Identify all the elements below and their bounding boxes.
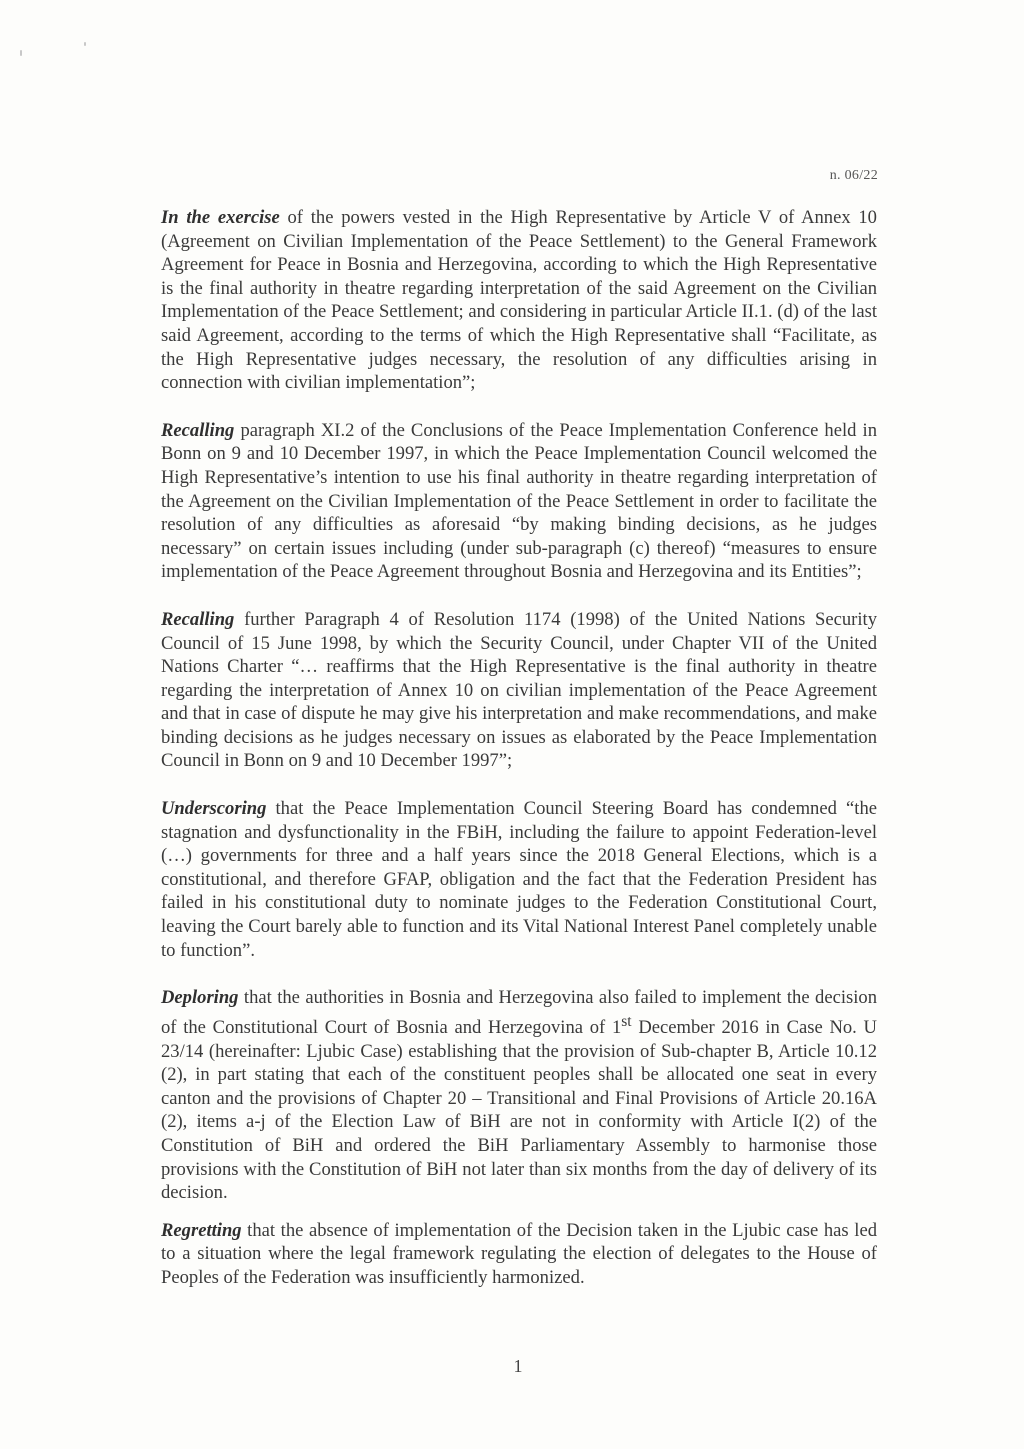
- paragraph-lead-phrase: Recalling: [161, 419, 235, 441]
- paragraph-text: that the absence of implementation of the Decision taken in the Ljubic case has led to a situation where the legal framework regulating the election of delegates to the House of Peoples of the Federation was insufficiently harmonized.: [161, 1219, 877, 1288]
- scan-speck: [84, 42, 86, 46]
- paragraph-lead-phrase: Deploring: [161, 987, 239, 1009]
- paragraph-recalling-un-resolution: [161, 608, 877, 773]
- paragraph-underscoring-steering-board: [161, 797, 877, 962]
- paragraph-deploring-ljubic-case: [161, 986, 877, 1205]
- paragraph-text: further Paragraph 4 of Resolution 1174 (1998) of the United Nations Security Council of 15 June 1998, by which the Security Council, under Chapter VII of the United Nations Charter “… reaffirms that the High Representative is the final authority in theatre regarding the interpretation of Annex 10 on civilian implementation of the Peace Agreement and that in case of dispute he may give his interpretation and make recommendations, and make binding decisions as he judges necessary on issues as elaborated by the Peace Implementation Council in Bonn on 9 and 10 December 1997”;: [161, 608, 877, 772]
- paragraph-text: of the powers vested in the High Representative by Article V of Annex 10 (Agreement on Civilian Implementation of the Peace Settlement) to the General Framework Agreement for Peace in Bosnia and Herzegovina, according to which the High Representative is the final authority in theatre regarding interpretation of the said Agreement on the Civilian Implementation of the Peace Settlement; and considering in particular Article II.1. (d) of the last said Agreement, according to the terms of which the High Representative shall “Facilitate, as the High Representative judges necessary, the resolution of any difficulties arising in connection with civilian implementation”;: [161, 207, 877, 394]
- document-reference-number: n. 06/22: [829, 168, 878, 183]
- ordinal-superscript: st: [621, 1012, 632, 1030]
- paragraph-exercise-of-powers: [161, 206, 877, 395]
- paragraph-lead-phrase: In the exercise: [161, 207, 280, 228]
- paragraph-text: that the Peace Implementation Council Steering Board has condemned “the stagnation and dysfunctionality in the FBiH, including the failure to appoint Federation-level (…) governments for three and a half years since the 2018 General Elections, which is a constitutional, and therefore GFAP, obligation and the fact that the Federation President has failed in his constitutional duty to nominate judges to the Federation Constitutional Court, leaving the Court barely able to function and its Vital National Interest Panel completely unable to function”.: [161, 798, 877, 961]
- paragraph-recalling-bonn-conclusions: [161, 419, 877, 584]
- scan-speck: [20, 50, 22, 56]
- paragraph-text: paragraph XI.2 of the Conclusions of the Peace Implementation Conference held in Bonn on 9 and 10 December 1997, in which the Peace Implementation Council welcomed the High Representative’s intention to use his final authority in theatre regarding interpretation of the Agreement on the Civilian Implementation of the Peace Settlement in order to facilitate the resolution of any difficulties as aforesaid “by making binding decisions, as he judges necessary” on certain issues including (under sub-paragraph (c) thereof) “measures to ensure implementation of the Peace Agreement throughout Bosnia and Herzegovina and its Entities”;: [161, 419, 877, 583]
- paragraph-lead-phrase: Recalling: [161, 608, 235, 630]
- paragraph-regretting-absence: [161, 1219, 877, 1290]
- paragraph-lead-phrase: Underscoring: [161, 798, 267, 820]
- paragraph-lead-phrase: Regretting: [161, 1219, 242, 1241]
- paragraph-text: December 2016 in Case No. U 23/14 (hereinafter: Ljubic Case) establishing that the provision of Sub-chapter B, Article 10.12 (2), in part stating that each of the constituent peoples shall be allocated one seat in every canton and the provisions of Chapter 20 – Transitional and Final Provisions of Article 20.16A (2), items a-j of the Election Law of BiH are not in conformity with Article I(2) of the Constitution of BiH and ordered the BiH Parliamentary Assembly to harmonise those provisions with the Constitution of BiH not later than six months from the day of delivery of its decision.: [161, 1017, 877, 1204]
- document-body: [161, 206, 877, 1290]
- page-number: 1: [513, 1356, 523, 1376]
- paragraph-text: that the authorities in Bosnia and Herzegovina also failed to implement the decision of the Constitutional Court of Bosnia and Herzegovina of 1: [161, 987, 877, 1038]
